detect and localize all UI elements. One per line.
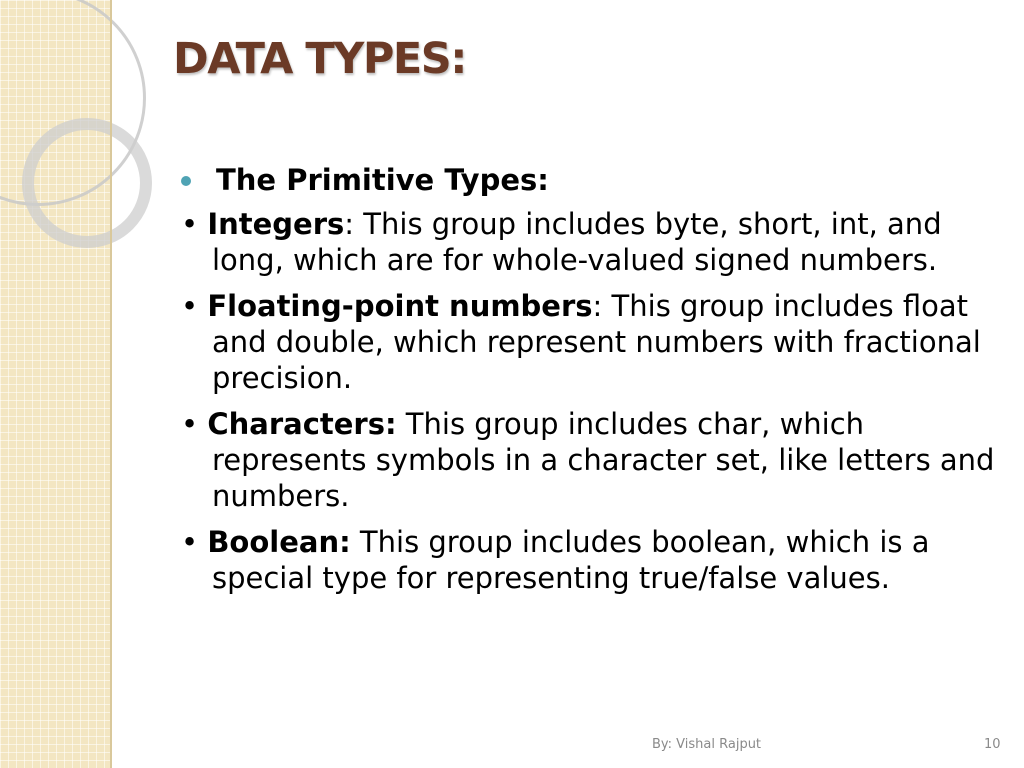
term-separator: : — [344, 207, 355, 241]
primitive-types-heading: The Primitive Types: — [216, 163, 549, 197]
decorative-ring-small — [22, 118, 152, 248]
list-item-integers — [181, 206, 996, 278]
bullet-marker: • — [181, 407, 199, 441]
bullet-marker: • — [181, 207, 199, 241]
term-characters: Characters: — [207, 407, 397, 441]
term-boolean: Boolean: — [207, 525, 351, 559]
list-item-floating-point — [181, 288, 996, 396]
list-item-characters — [181, 406, 996, 514]
footer-author: By: Vishal Rajput — [652, 737, 762, 752]
description-floating-point: This group includes float and double, which represent numbers with fractional precision. — [212, 289, 981, 395]
term-separator: : — [592, 289, 603, 323]
list-item-boolean — [181, 524, 996, 596]
bullet-marker: • — [181, 289, 199, 323]
description-boolean: This group includes boolean, which is a special type for representing true/false values. — [212, 525, 930, 595]
description-characters: This group includes char, which represents symbols in a character set, like letters and numbers. — [212, 407, 995, 513]
bullet-dot-icon — [181, 176, 191, 186]
slide-title: DATA TYPES: — [173, 34, 466, 84]
description-integers: This group includes byte, short, int, and long, which are for whole-valued signed numbers. — [212, 207, 942, 277]
term-integers: Integers — [207, 207, 345, 241]
page-number: 10 — [984, 737, 1001, 752]
slide-body — [181, 162, 996, 606]
term-floating-point: Floating-point numbers — [207, 289, 593, 323]
bullet-marker: • — [181, 525, 199, 559]
decorative-side-strip — [0, 0, 112, 768]
primitive-types-heading-row — [181, 162, 996, 198]
